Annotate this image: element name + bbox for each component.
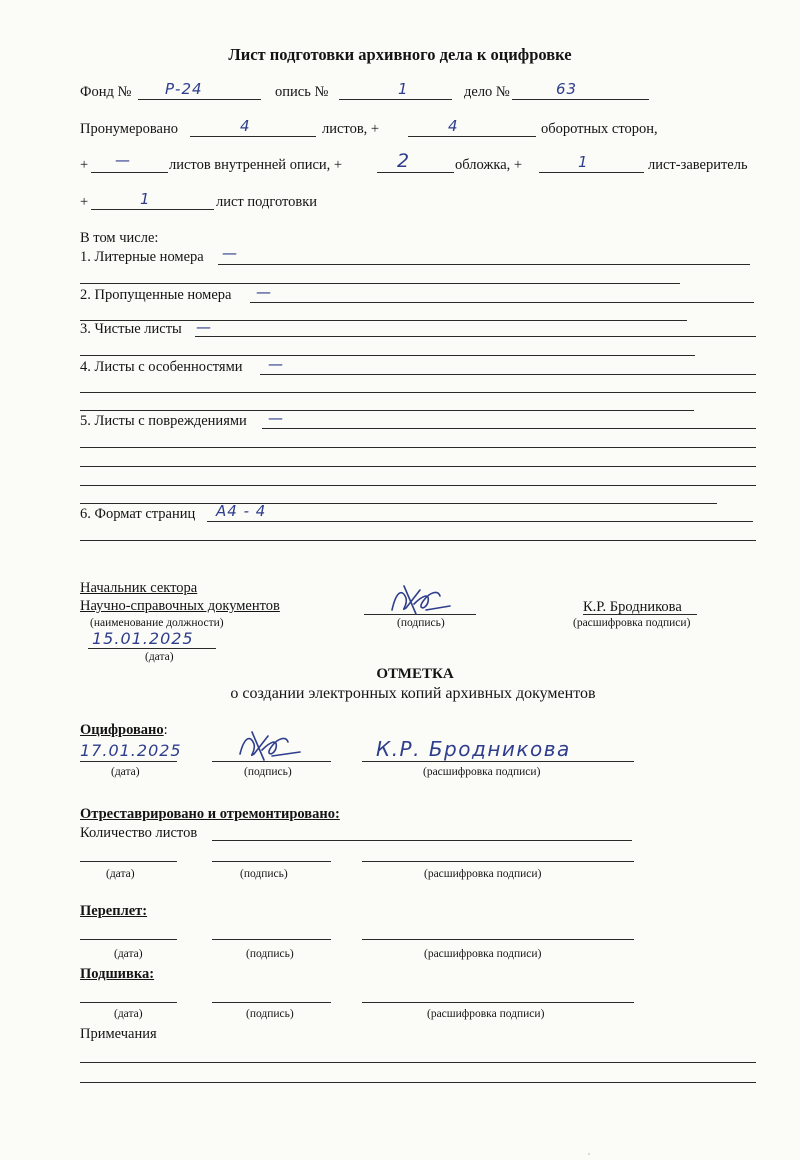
- reverse-value: 4: [448, 117, 459, 135]
- page-format-line[interactable]: [207, 521, 753, 522]
- blank-sheets-line-2[interactable]: [80, 355, 695, 356]
- digitized-colon: :: [163, 722, 168, 738]
- blank-sheets-value: —: [196, 318, 212, 336]
- page-format-label: 6. Формат страниц: [80, 506, 196, 522]
- signoff-name-line: [583, 614, 697, 615]
- numbered-field-line[interactable]: [190, 136, 316, 137]
- cover-field-line[interactable]: [377, 172, 454, 173]
- mark-subtitle: о создании электронных копий архивных документов: [230, 685, 596, 702]
- missing-numbers-value: —: [256, 283, 272, 301]
- position-line-1: Начальник сектора: [80, 580, 198, 596]
- position-line-2: Научно-справочных документов: [80, 598, 280, 614]
- restored-date-caption: (дата): [106, 868, 135, 880]
- notes-line-2[interactable]: [80, 1082, 756, 1083]
- digitized-name-caption: (расшифровка подписи): [423, 766, 541, 778]
- opis-value: 1: [398, 80, 409, 98]
- special-sheets-value: —: [268, 355, 284, 373]
- restored-date-line[interactable]: [80, 861, 177, 862]
- certifier-value: 1: [578, 153, 589, 171]
- literal-numbers-line[interactable]: [218, 264, 750, 265]
- stitching-name-line[interactable]: [362, 1002, 634, 1003]
- digitized-date-caption: (дата): [111, 766, 140, 778]
- digitized-heading: Оцифровано: [80, 722, 164, 738]
- reverse-label: оборотных сторон,: [541, 121, 658, 137]
- delo-label: дело №: [464, 84, 510, 100]
- special-sheets-line-2[interactable]: [80, 392, 756, 393]
- damaged-sheets-line-3[interactable]: [80, 466, 756, 467]
- literal-numbers-value: —: [222, 244, 238, 262]
- digitized-name-line[interactable]: [362, 761, 634, 762]
- notes-line-1[interactable]: [80, 1062, 756, 1063]
- damaged-sheets-label: 5. Листы с повреждениями: [80, 413, 247, 429]
- signoff-signature-caption: (подпись): [397, 617, 445, 629]
- restored-sign-line[interactable]: [212, 861, 331, 862]
- opis-label: опись №: [275, 84, 329, 100]
- damaged-sheets-line[interactable]: [262, 428, 756, 429]
- damaged-sheets-line-2[interactable]: [80, 447, 756, 448]
- stitching-name-caption: (расшифровка подписи): [427, 1008, 545, 1020]
- digitized-name-value: К.Р. Бродникова: [376, 737, 571, 761]
- page-format-value: А4 - 4: [216, 502, 267, 520]
- damaged-sheets-line-4[interactable]: [80, 485, 756, 486]
- restored-name-caption: (расшифровка подписи): [424, 868, 542, 880]
- stitching-sign-line[interactable]: [212, 1002, 331, 1003]
- digitized-sign-caption: (подпись): [244, 766, 292, 778]
- digitized-signature: [234, 728, 304, 764]
- cover-label: обложка, +: [455, 157, 523, 173]
- signoff-name: К.Р. Бродникова: [583, 599, 682, 615]
- blank-sheets-line[interactable]: [195, 336, 756, 337]
- damaged-sheets-line-5[interactable]: [80, 503, 717, 504]
- restored-count-label: Количество листов: [80, 825, 198, 841]
- prep-value: 1: [140, 190, 151, 208]
- special-sheets-line-3[interactable]: [80, 410, 694, 411]
- scan-speck: [588, 1153, 590, 1155]
- digitized-date-line[interactable]: [80, 761, 177, 762]
- certifier-label: лист-заверитель: [648, 157, 748, 173]
- including-label: В том числе:: [80, 230, 159, 246]
- special-sheets-line[interactable]: [260, 374, 756, 375]
- numbered-label: Пронумеровано: [80, 121, 179, 137]
- binding-name-line[interactable]: [362, 939, 634, 940]
- digitized-date-value: 17.01.2025: [80, 741, 182, 760]
- numbered-value: 4: [240, 117, 251, 135]
- opis-field-line[interactable]: [339, 99, 452, 100]
- binding-date-caption: (дата): [114, 948, 143, 960]
- cover-value: 2: [397, 150, 411, 172]
- digitized-sign-line[interactable]: [212, 761, 331, 762]
- stitching-date-line[interactable]: [80, 1002, 177, 1003]
- page-format-line-2[interactable]: [80, 540, 756, 541]
- special-sheets-label: 4. Листы с особенностями: [80, 359, 243, 375]
- signoff-name-caption: (расшифровка подписи): [573, 617, 691, 629]
- restored-count-line[interactable]: [212, 840, 632, 841]
- binding-heading: Переплет:: [80, 903, 148, 919]
- signoff-date-line[interactable]: [88, 648, 216, 649]
- restored-sign-caption: (подпись): [240, 868, 288, 880]
- stitching-date-caption: (дата): [114, 1008, 143, 1020]
- mark-title: ОТМЕТКА: [376, 666, 454, 682]
- certifier-field-line[interactable]: [539, 172, 644, 173]
- signoff-date-caption: (дата): [145, 651, 174, 663]
- inner-plus: +: [80, 157, 89, 173]
- literal-numbers-line-2[interactable]: [80, 283, 680, 284]
- digitized-heading-wrap: [80, 722, 168, 739]
- restored-name-line[interactable]: [362, 861, 634, 862]
- restored-heading: Отреставрировано и отремонтировано:: [80, 806, 340, 822]
- prep-label: лист подготовки: [216, 194, 318, 210]
- delo-value: 63: [556, 80, 578, 98]
- inner-field-line[interactable]: [91, 172, 168, 173]
- blank-sheets-label: 3. Чистые листы: [80, 321, 182, 337]
- reverse-field-line[interactable]: [408, 136, 536, 137]
- signoff-signature: [386, 580, 456, 620]
- stitching-heading: Подшивка:: [80, 966, 155, 982]
- delo-field-line[interactable]: [512, 99, 649, 100]
- missing-numbers-line[interactable]: [250, 302, 754, 303]
- prep-field-line[interactable]: [91, 209, 214, 210]
- binding-name-caption: (расшифровка подписи): [424, 948, 542, 960]
- binding-date-line[interactable]: [80, 939, 177, 940]
- signoff-date-value: 15.01.2025: [92, 629, 194, 648]
- notes-label: Примечания: [80, 1026, 157, 1042]
- stitching-sign-caption: (подпись): [246, 1008, 294, 1020]
- missing-numbers-label: 2. Пропущенные номера: [80, 287, 232, 303]
- inner-label: листов внутренней описи, +: [169, 157, 343, 173]
- binding-sign-line[interactable]: [212, 939, 331, 940]
- inner-value: —: [115, 151, 131, 169]
- fond-label: Фонд №: [80, 84, 132, 100]
- sheets-label: листов, +: [322, 121, 380, 137]
- sheet-title: Лист подготовки архивного дела к оцифровке: [228, 45, 572, 64]
- position-caption: (наименование должности): [90, 617, 224, 629]
- binding-sign-caption: (подпись): [246, 948, 294, 960]
- literal-numbers-label: 1. Литерные номера: [80, 249, 204, 265]
- prep-plus: +: [80, 194, 89, 210]
- fond-value: Р-24: [165, 80, 203, 98]
- damaged-sheets-value: —: [268, 409, 284, 427]
- fond-field-line[interactable]: [138, 99, 261, 100]
